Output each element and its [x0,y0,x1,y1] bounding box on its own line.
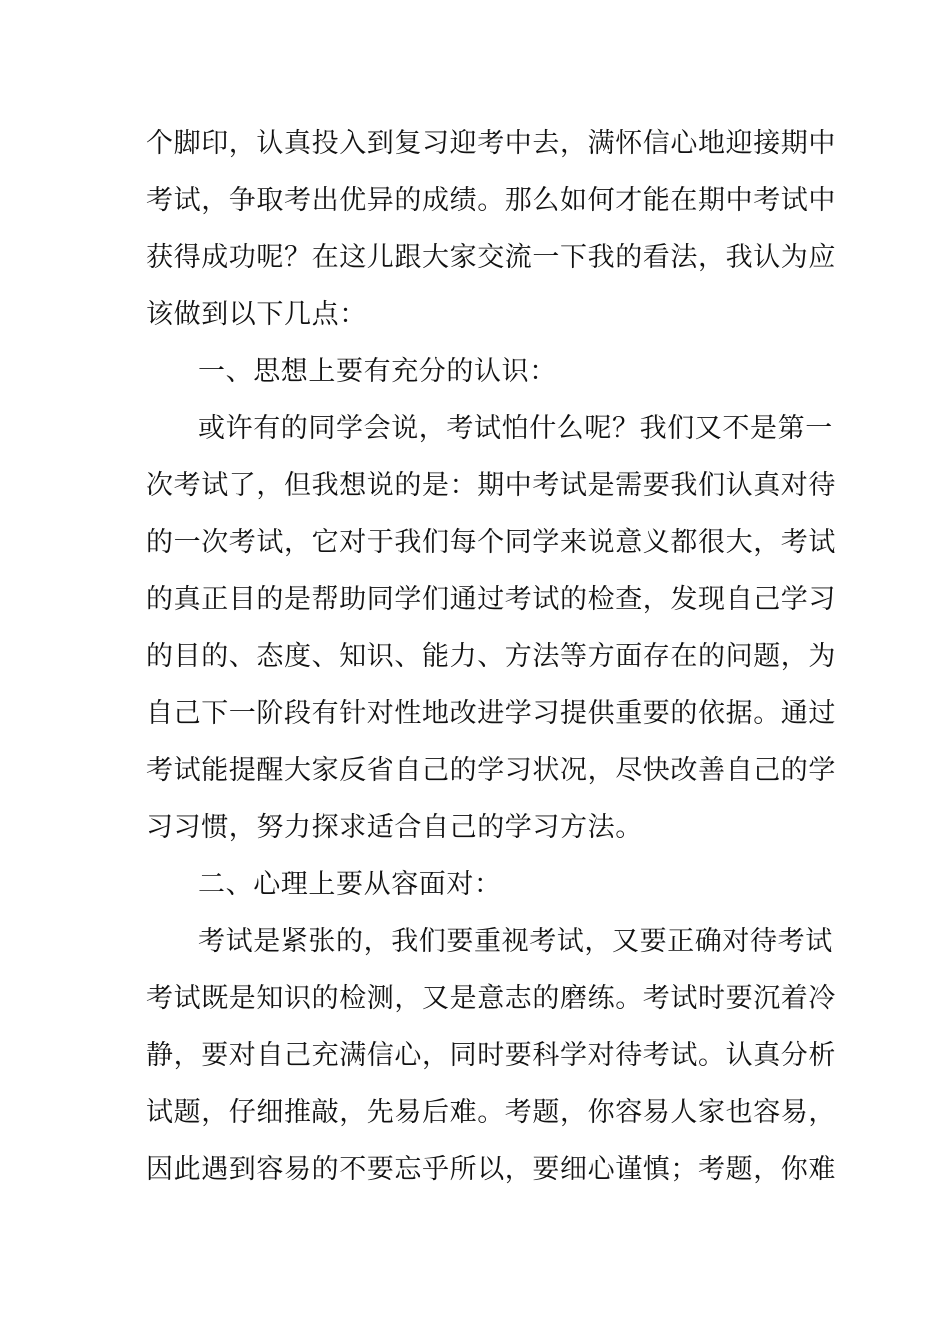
text-line-11: 自己下一阶段有针对性地改进学习提供重要的依据。通过 [146,698,836,729]
text-line-3: 获得成功呢？在这儿跟大家交流一下我的看法，我认为应 [146,242,836,273]
section-heading-1: 一、思想上要有充分的认识： [198,356,557,387]
text-line-1: 个脚印，认真投入到复习迎考中去，满怀信心地迎接期中 [146,128,836,159]
text-line-19: 因此遇到容易的不要忘乎所以，要细心谨慎；考题，你难 [146,1154,836,1185]
text-line-6: 或许有的同学会说，考试怕什么呢？我们又不是第一 [198,413,833,444]
text-line-8: 的一次考试，它对于我们每个同学来说意义都很大，考试 [146,527,836,558]
text-line-16: 考试既是知识的检测，又是意志的磨练。考试时要沉着冷 [146,983,836,1014]
text-line-10: 的目的、态度、知识、能力、方法等方面存在的问题，为 [146,641,836,672]
text-line-2: 考试，争取考出优异的成绩。那么如何才能在期中考试中 [146,185,836,216]
text-line-9: 的真正目的是帮助同学们通过考试的检查，发现自己学习 [146,584,836,615]
text-line-12: 考试能提醒大家反省自己的学习状况，尽快改善自己的学 [146,755,836,786]
section-heading-2: 二、心理上要从容面对： [198,869,502,900]
text-line-4: 该做到以下几点： [146,299,367,330]
text-line-7: 次考试了，但我想说的是：期中考试是需要我们认真对待 [146,470,836,501]
text-line-13: 习习惯，努力探求适合自己的学习方法。 [146,812,643,843]
text-line-17: 静，要对自己充满信心，同时要科学对待考试。认真分析 [146,1040,836,1071]
text-line-18: 试题，仔细推敲，先易后难。考题，你容易人家也容易， [146,1097,836,1128]
text-line-15: 考试是紧张的，我们要重视考试，又要正确对待考试 [198,926,833,957]
